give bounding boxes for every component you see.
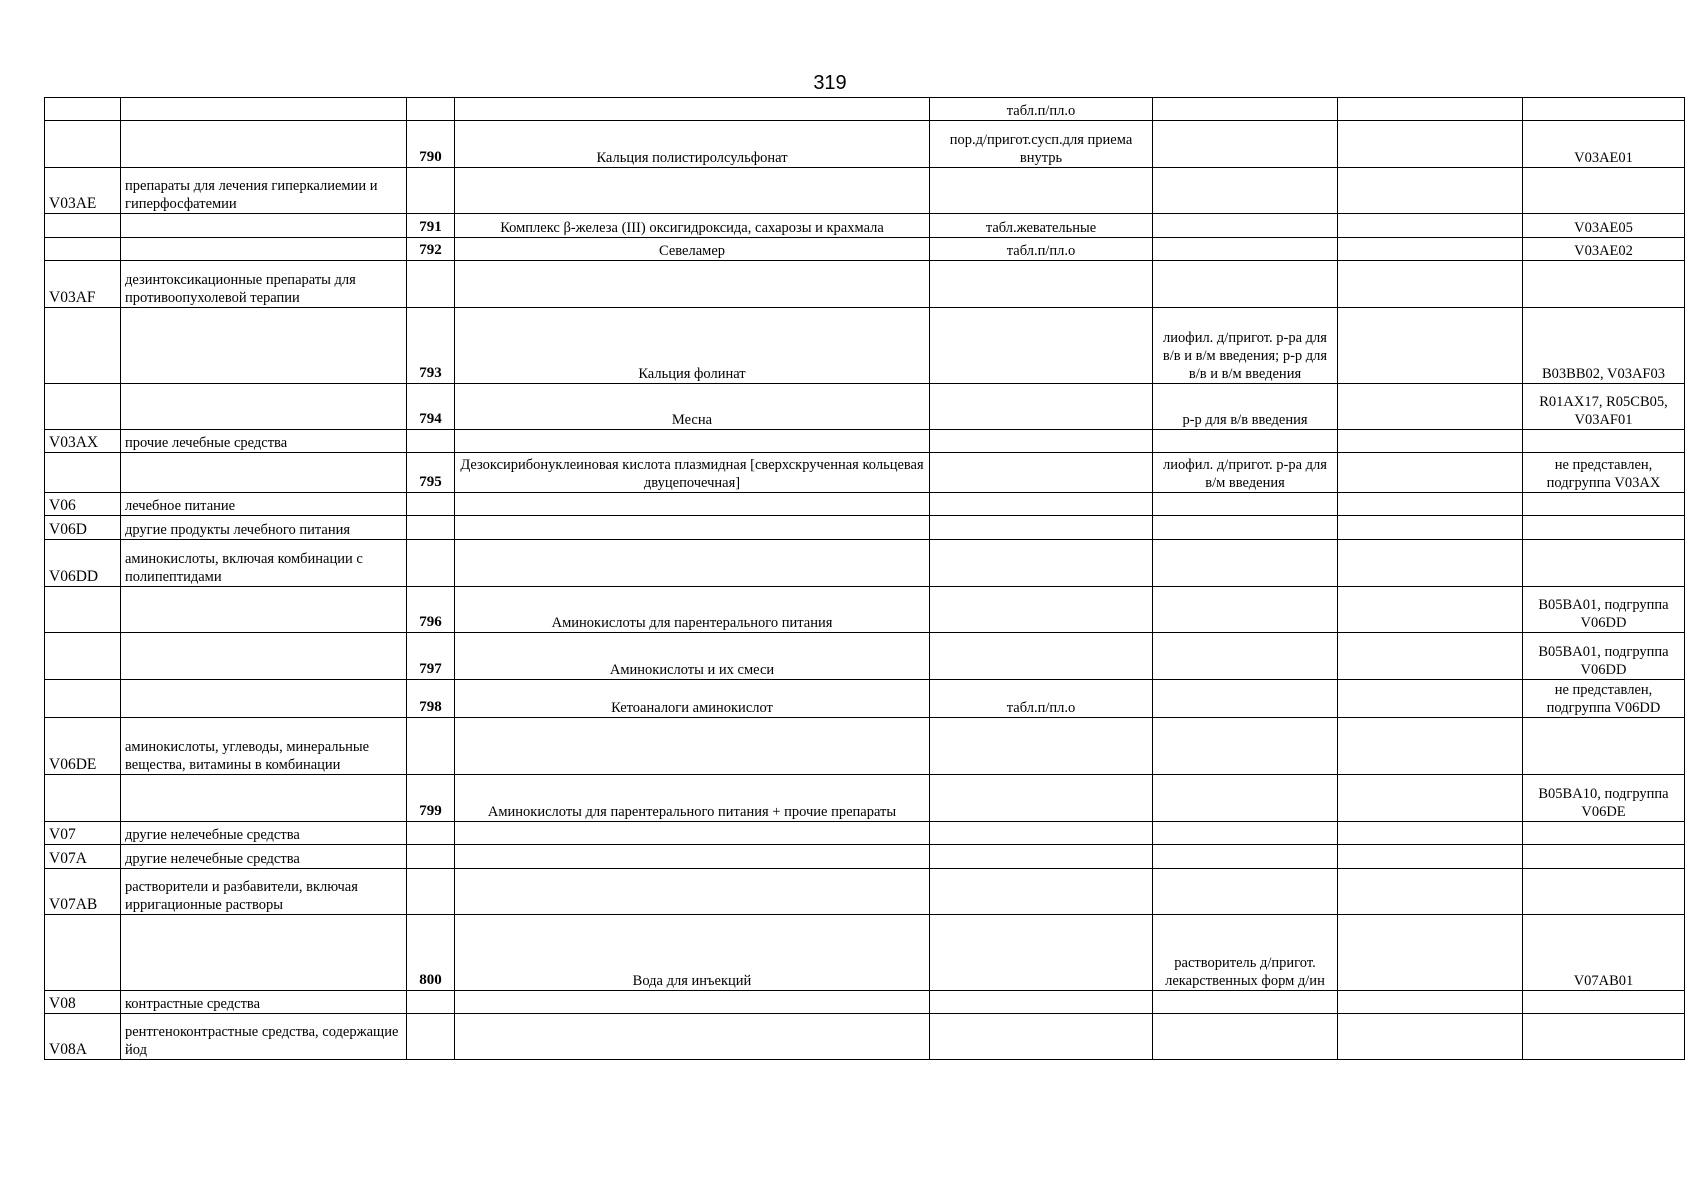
dosage-form-cell bbox=[930, 587, 1153, 633]
dosage-form-extra-cell bbox=[1153, 869, 1338, 915]
atc-code-cell bbox=[45, 633, 121, 680]
dosage-form-cell bbox=[930, 845, 1153, 869]
dosage-form-cell bbox=[930, 168, 1153, 214]
atc-reference-cell: B05BA01, подгруппа V06DD bbox=[1523, 633, 1685, 680]
group-name-cell: прочие лечебные средства bbox=[121, 430, 407, 453]
item-number-cell bbox=[407, 540, 455, 587]
dosage-form-cell bbox=[930, 540, 1153, 587]
atc-code-cell: V06DE bbox=[45, 718, 121, 775]
table-row bbox=[45, 516, 1685, 540]
drug-list-table bbox=[44, 97, 1685, 1060]
dosage-form-cell bbox=[930, 775, 1153, 822]
table-row bbox=[45, 121, 1685, 168]
drug-name-cell bbox=[455, 540, 930, 587]
group-name-cell bbox=[121, 587, 407, 633]
atc-reference-cell bbox=[1523, 991, 1685, 1014]
item-number-cell bbox=[407, 1014, 455, 1060]
item-number-cell: 796 bbox=[407, 587, 455, 633]
group-name-cell: аминокислоты, углеводы, минеральные вещества, витамины в комбинации bbox=[121, 718, 407, 775]
atc-code-cell bbox=[45, 587, 121, 633]
dosage-form-cell bbox=[930, 308, 1153, 384]
atc-reference-cell: B05BA10, подгруппа V06DE bbox=[1523, 775, 1685, 822]
empty-cell bbox=[1338, 430, 1523, 453]
drug-name-cell: Вода для инъекций bbox=[455, 915, 930, 991]
dosage-form-extra-cell bbox=[1153, 98, 1338, 121]
dosage-form-extra-cell bbox=[1153, 261, 1338, 308]
drug-name-cell bbox=[455, 430, 930, 453]
dosage-form-cell: табл.жевательные bbox=[930, 214, 1153, 238]
empty-cell bbox=[1338, 680, 1523, 718]
dosage-form-extra-cell bbox=[1153, 540, 1338, 587]
empty-cell bbox=[1338, 775, 1523, 822]
empty-cell bbox=[1338, 121, 1523, 168]
dosage-form-cell bbox=[930, 384, 1153, 430]
dosage-form-extra-cell: растворитель д/пригот. лекарственных форм д/ин bbox=[1153, 915, 1338, 991]
empty-cell bbox=[1338, 869, 1523, 915]
table-row bbox=[45, 168, 1685, 214]
drug-name-cell bbox=[455, 991, 930, 1014]
atc-reference-cell: V07AB01 bbox=[1523, 915, 1685, 991]
atc-reference-cell bbox=[1523, 98, 1685, 121]
empty-cell bbox=[1338, 822, 1523, 845]
drug-name-cell: Кальция фолинат bbox=[455, 308, 930, 384]
table-row bbox=[45, 493, 1685, 516]
group-name-cell bbox=[121, 775, 407, 822]
dosage-form-extra-cell bbox=[1153, 587, 1338, 633]
atc-code-cell: V03AX bbox=[45, 430, 121, 453]
empty-cell bbox=[1338, 453, 1523, 493]
table-row bbox=[45, 845, 1685, 869]
empty-cell bbox=[1338, 98, 1523, 121]
atc-reference-cell: V03AE02 bbox=[1523, 238, 1685, 261]
dosage-form-cell: табл.п/пл.о bbox=[930, 98, 1153, 121]
item-number-cell: 793 bbox=[407, 308, 455, 384]
group-name-cell: рентгеноконтрастные средства, содержащие йод bbox=[121, 1014, 407, 1060]
drug-name-cell: Севеламер bbox=[455, 238, 930, 261]
group-name-cell: лечебное питание bbox=[121, 493, 407, 516]
dosage-form-extra-cell bbox=[1153, 238, 1338, 261]
dosage-form-extra-cell bbox=[1153, 718, 1338, 775]
atc-code-cell bbox=[45, 775, 121, 822]
drug-name-cell: Аминокислоты для парентерального питания bbox=[455, 587, 930, 633]
atc-code-cell bbox=[45, 214, 121, 238]
drug-name-cell: Кетоаналоги аминокислот bbox=[455, 680, 930, 718]
empty-cell bbox=[1338, 384, 1523, 430]
drug-name-cell bbox=[455, 168, 930, 214]
dosage-form-cell bbox=[930, 516, 1153, 540]
dosage-form-extra-cell bbox=[1153, 430, 1338, 453]
table-row bbox=[45, 587, 1685, 633]
atc-code-cell: V03AF bbox=[45, 261, 121, 308]
dosage-form-extra-cell bbox=[1153, 1014, 1338, 1060]
drug-name-cell bbox=[455, 718, 930, 775]
dosage-form-cell bbox=[930, 869, 1153, 915]
item-number-cell: 792 bbox=[407, 238, 455, 261]
atc-code-cell: V07AB bbox=[45, 869, 121, 915]
table-row bbox=[45, 680, 1685, 718]
group-name-cell: другие нелечебные средства bbox=[121, 845, 407, 869]
empty-cell bbox=[1338, 261, 1523, 308]
empty-cell bbox=[1338, 214, 1523, 238]
atc-reference-cell bbox=[1523, 822, 1685, 845]
dosage-form-extra-cell bbox=[1153, 168, 1338, 214]
dosage-form-cell bbox=[930, 453, 1153, 493]
item-number-cell bbox=[407, 430, 455, 453]
dosage-form-extra-cell bbox=[1153, 991, 1338, 1014]
atc-reference-cell bbox=[1523, 845, 1685, 869]
drug-name-cell: Аминокислоты и их смеси bbox=[455, 633, 930, 680]
dosage-form-extra-cell bbox=[1153, 121, 1338, 168]
dosage-form-extra-cell bbox=[1153, 633, 1338, 680]
group-name-cell: другие нелечебные средства bbox=[121, 822, 407, 845]
dosage-form-extra-cell bbox=[1153, 775, 1338, 822]
group-name-cell: препараты для лечения гиперкалиемии и гиперфосфатемии bbox=[121, 168, 407, 214]
atc-reference-cell bbox=[1523, 261, 1685, 308]
atc-code-cell: V07A bbox=[45, 845, 121, 869]
atc-reference-cell: V03AE01 bbox=[1523, 121, 1685, 168]
item-number-cell: 794 bbox=[407, 384, 455, 430]
dosage-form-cell: табл.п/пл.о bbox=[930, 238, 1153, 261]
item-number-cell bbox=[407, 869, 455, 915]
empty-cell bbox=[1338, 718, 1523, 775]
atc-reference-cell: не представлен, подгруппа V06DD bbox=[1523, 680, 1685, 718]
empty-cell bbox=[1338, 516, 1523, 540]
dosage-form-cell bbox=[930, 261, 1153, 308]
item-number-cell bbox=[407, 98, 455, 121]
dosage-form-extra-cell bbox=[1153, 845, 1338, 869]
item-number-cell: 791 bbox=[407, 214, 455, 238]
dosage-form-cell: пор.д/пригот.сусп.для приема внутрь bbox=[930, 121, 1153, 168]
atc-reference-cell: V03AE05 bbox=[1523, 214, 1685, 238]
empty-cell bbox=[1338, 238, 1523, 261]
group-name-cell bbox=[121, 453, 407, 493]
group-name-cell: аминокислоты, включая комбинации с полипептидами bbox=[121, 540, 407, 587]
table-row bbox=[45, 98, 1685, 121]
table-row bbox=[45, 540, 1685, 587]
item-number-cell: 790 bbox=[407, 121, 455, 168]
atc-code-cell bbox=[45, 915, 121, 991]
group-name-cell bbox=[121, 384, 407, 430]
drug-name-cell bbox=[455, 98, 930, 121]
drug-name-cell: Кальция полистиролсульфонат bbox=[455, 121, 930, 168]
atc-code-cell bbox=[45, 680, 121, 718]
drug-name-cell: Дезоксирибонуклеиновая кислота плазмидная [сверхскрученная кольцевая двуцепочечная] bbox=[455, 453, 930, 493]
drug-name-cell: Комплекс β-железа (III) оксигидроксида, сахарозы и крахмала bbox=[455, 214, 930, 238]
empty-cell bbox=[1338, 168, 1523, 214]
dosage-form-extra-cell bbox=[1153, 516, 1338, 540]
empty-cell bbox=[1338, 991, 1523, 1014]
table-row bbox=[45, 1014, 1685, 1060]
atc-reference-cell: B05BA01, подгруппа V06DD bbox=[1523, 587, 1685, 633]
table-row bbox=[45, 238, 1685, 261]
atc-reference-cell bbox=[1523, 869, 1685, 915]
table-row bbox=[45, 991, 1685, 1014]
dosage-form-cell bbox=[930, 915, 1153, 991]
empty-cell bbox=[1338, 540, 1523, 587]
dosage-form-cell bbox=[930, 430, 1153, 453]
item-number-cell bbox=[407, 718, 455, 775]
table-row bbox=[45, 384, 1685, 430]
dosage-form-extra-cell: р-р для в/в введения bbox=[1153, 384, 1338, 430]
atc-reference-cell bbox=[1523, 493, 1685, 516]
item-number-cell: 798 bbox=[407, 680, 455, 718]
item-number-cell: 795 bbox=[407, 453, 455, 493]
atc-reference-cell bbox=[1523, 430, 1685, 453]
drug-name-cell bbox=[455, 869, 930, 915]
dosage-form-cell: табл.п/пл.о bbox=[930, 680, 1153, 718]
drug-name-cell bbox=[455, 516, 930, 540]
dosage-form-extra-cell bbox=[1153, 214, 1338, 238]
drug-name-cell bbox=[455, 493, 930, 516]
item-number-cell bbox=[407, 845, 455, 869]
drug-name-cell bbox=[455, 845, 930, 869]
drug-name-cell bbox=[455, 1014, 930, 1060]
item-number-cell bbox=[407, 822, 455, 845]
dosage-form-cell bbox=[930, 718, 1153, 775]
dosage-form-cell bbox=[930, 991, 1153, 1014]
drug-name-cell bbox=[455, 261, 930, 308]
table-row bbox=[45, 869, 1685, 915]
table-row bbox=[45, 718, 1685, 775]
empty-cell bbox=[1338, 1014, 1523, 1060]
atc-code-cell: V03AE bbox=[45, 168, 121, 214]
atc-reference-cell bbox=[1523, 718, 1685, 775]
atc-code-cell bbox=[45, 384, 121, 430]
table-row bbox=[45, 430, 1685, 453]
table-row bbox=[45, 308, 1685, 384]
atc-reference-cell bbox=[1523, 1014, 1685, 1060]
group-name-cell bbox=[121, 214, 407, 238]
table-row bbox=[45, 822, 1685, 845]
group-name-cell bbox=[121, 98, 407, 121]
group-name-cell: другие продукты лечебного питания bbox=[121, 516, 407, 540]
empty-cell bbox=[1338, 633, 1523, 680]
table-row bbox=[45, 261, 1685, 308]
page-number: 319 bbox=[813, 72, 847, 94]
empty-cell bbox=[1338, 493, 1523, 516]
group-name-cell bbox=[121, 238, 407, 261]
dosage-form-cell bbox=[930, 633, 1153, 680]
item-number-cell bbox=[407, 168, 455, 214]
atc-code-cell: V06DD bbox=[45, 540, 121, 587]
atc-code-cell bbox=[45, 121, 121, 168]
table-row bbox=[45, 453, 1685, 493]
drug-name-cell: Месна bbox=[455, 384, 930, 430]
dosage-form-extra-cell: лиофил. д/пригот. р-ра для в/м введения bbox=[1153, 453, 1338, 493]
dosage-form-cell bbox=[930, 1014, 1153, 1060]
table-body bbox=[45, 98, 1685, 1060]
dosage-form-extra-cell bbox=[1153, 822, 1338, 845]
drug-name-cell: Аминокислоты для парентерального питания + прочие препараты bbox=[455, 775, 930, 822]
empty-cell bbox=[1338, 308, 1523, 384]
dosage-form-cell bbox=[930, 822, 1153, 845]
group-name-cell: дезинтоксикационные препараты для противоопухолевой терапии bbox=[121, 261, 407, 308]
dosage-form-cell bbox=[930, 493, 1153, 516]
item-number-cell bbox=[407, 261, 455, 308]
item-number-cell: 799 bbox=[407, 775, 455, 822]
dosage-form-extra-cell: лиофил. д/пригот. р-ра для в/в и в/м введения; р-р для в/в и в/м введения bbox=[1153, 308, 1338, 384]
table-row bbox=[45, 633, 1685, 680]
table-row bbox=[45, 775, 1685, 822]
table-row bbox=[45, 214, 1685, 238]
atc-code-cell bbox=[45, 308, 121, 384]
group-name-cell: контрастные средства bbox=[121, 991, 407, 1014]
group-name-cell bbox=[121, 633, 407, 680]
atc-code-cell bbox=[45, 238, 121, 261]
item-number-cell bbox=[407, 493, 455, 516]
atc-code-cell: V06D bbox=[45, 516, 121, 540]
atc-reference-cell: R01AX17, R05CB05, V03AF01 bbox=[1523, 384, 1685, 430]
atc-code-cell bbox=[45, 98, 121, 121]
dosage-form-extra-cell bbox=[1153, 680, 1338, 718]
atc-code-cell: V08 bbox=[45, 991, 121, 1014]
atc-reference-cell: B03BB02, V03AF03 bbox=[1523, 308, 1685, 384]
group-name-cell: растворители и разбавители, включая ирригационные растворы bbox=[121, 869, 407, 915]
atc-code-cell: V08A bbox=[45, 1014, 121, 1060]
group-name-cell bbox=[121, 308, 407, 384]
group-name-cell bbox=[121, 121, 407, 168]
atc-reference-cell bbox=[1523, 516, 1685, 540]
empty-cell bbox=[1338, 587, 1523, 633]
item-number-cell bbox=[407, 991, 455, 1014]
atc-reference-cell: не представлен, подгруппа V03AX bbox=[1523, 453, 1685, 493]
item-number-cell bbox=[407, 516, 455, 540]
dosage-form-extra-cell bbox=[1153, 493, 1338, 516]
atc-code-cell: V06 bbox=[45, 493, 121, 516]
drug-name-cell bbox=[455, 822, 930, 845]
item-number-cell: 800 bbox=[407, 915, 455, 991]
atc-reference-cell bbox=[1523, 540, 1685, 587]
item-number-cell: 797 bbox=[407, 633, 455, 680]
group-name-cell bbox=[121, 915, 407, 991]
group-name-cell bbox=[121, 680, 407, 718]
atc-reference-cell bbox=[1523, 168, 1685, 214]
empty-cell bbox=[1338, 845, 1523, 869]
empty-cell bbox=[1338, 915, 1523, 991]
atc-code-cell: V07 bbox=[45, 822, 121, 845]
table-row bbox=[45, 915, 1685, 991]
atc-code-cell bbox=[45, 453, 121, 493]
